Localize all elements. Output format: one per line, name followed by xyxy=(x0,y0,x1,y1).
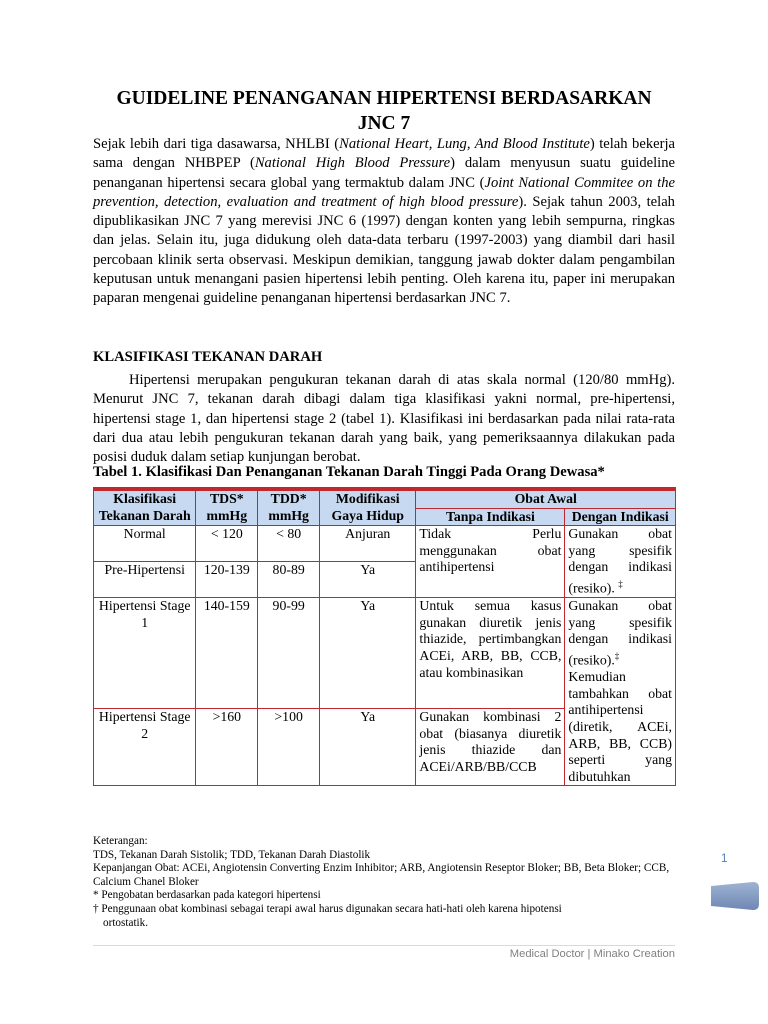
title-line-2: JNC 7 xyxy=(357,113,411,134)
footer-divider xyxy=(93,945,675,946)
cell-tdd: 90-99 xyxy=(258,598,320,709)
intro-text-2: ) telah bekerja sama dengan NHBPEP ( xyxy=(93,136,675,172)
double-dagger-mark: ‡ xyxy=(614,650,620,661)
cell-tdd: 80-89 xyxy=(258,562,320,598)
document-title xyxy=(93,86,675,136)
double-dagger-mark: ‡ xyxy=(618,578,623,589)
cell-modifikasi: Anjuran xyxy=(320,526,416,562)
cell-tds: 120-139 xyxy=(196,562,258,598)
header-tds: TDS* mmHg xyxy=(196,489,258,526)
notes-line: TDS, Tekanan Darah Sistolik; TDD, Tekanan Darah Diastolik xyxy=(93,848,371,861)
page-tab-decoration xyxy=(711,882,759,910)
notes-heading: Keterangan: xyxy=(93,835,148,847)
header-obat-awal: Obat Awal xyxy=(416,489,676,508)
table-row xyxy=(94,526,676,562)
table-caption: Tabel 1. Klasifikasi Dan Penanganan Tekanan Darah Tinggi Pada Orang Dewasa* xyxy=(93,464,605,480)
cell-klasifikasi: Hipertensi Stage 2 xyxy=(94,709,196,786)
header-modifikasi: Modifikasi Gaya Hidup xyxy=(320,489,416,526)
notes-line: * Pengobatan berdasarkan pada kategori hipertensi xyxy=(93,889,321,902)
cell-klasifikasi: Normal xyxy=(94,526,196,562)
page-number: 1 xyxy=(721,853,728,865)
header-klasifikasi: Klasifikasi Tekanan Darah xyxy=(94,489,196,526)
intro-italic-2: National High Blood Pressure xyxy=(254,155,451,172)
intro-text-4: ). Sejak tahun 2003, telah dipublikasikan JNC 7 yang merevisi JNC 6 (1997) dengan konten yang lebih sempurna, ringkas dan jelas. Selain itu, juga didukung oleh data-data terbaru (1997-2003) yang diambil dari hasil percobaan klinik serta observasi. Meskipun demikian, tanggung jawab dokter dalam pengambilan keputusan untuk menangani pasien hipertensi lebih penting. Oleh karena itu, paper ini merupakan paparan mengenai guideline penanganan hipertensi berdasarkan JNC 7. xyxy=(93,193,675,307)
footer-text: Medical Doctor | Minako Creation xyxy=(509,948,675,960)
notes-line: † Penggunaan obat kombinasi sebagai terapi awal harus digunakan secara hati-hati oleh karena hipotensi xyxy=(93,902,562,915)
cell-dengan-indikasi xyxy=(565,526,676,598)
cell-modifikasi: Ya xyxy=(320,562,416,598)
intro-italic-3: Joint National Commitee on the prevention, detection, evaluation and treatment of high blood pressure xyxy=(93,174,675,210)
header-dengan-indikasi: Dengan Indikasi xyxy=(565,508,676,526)
cell-tds: < 120 xyxy=(196,526,258,562)
title-line-1: GUIDELINE PENANGANAN HIPERTENSI BERDASARKAN xyxy=(116,88,652,109)
section-paragraph xyxy=(93,371,675,467)
cell-tds: >160 xyxy=(196,709,258,786)
section-paragraph-text: Hipertensi merupakan pengukuran tekanan darah di atas skala normal (120/80 mmHg). Menurut JNC 7, tekanan darah dibagi dalam tiga klasifikasi yakni normal, pre-hipertensi, hipertensi stage 1, dan hipertensi stage 2 (tabel 1). Klasifikasi ini berdasarkan pada nilai rata-rata dari dua atau lebih pengukuran tekanan darah yang baik, yang pemeriksaannya dilakukan pada posisi duduk dalam setiap kunjungan berobat. xyxy=(93,372,675,466)
intro-paragraph xyxy=(93,135,675,309)
cell-tanpa-indikasi: Gunakan kombinasi 2 obat (biasanya diuretik jenis thiazide dan ACEi/ARB/BB/CCB xyxy=(416,709,565,786)
cell-dengan-text: Gunakan obat yang spesifik dengan indikasi (resiko). xyxy=(568,526,672,596)
notes-line: ortostatik. xyxy=(103,916,149,929)
intro-text-3: ) dalam menyusun suatu guideline penanganan hipertensi secara global yang termaktub dalam JNC ( xyxy=(93,155,675,191)
cell-dengan-text: Gunakan obat yang spesifik dengan indikasi (resiko). xyxy=(568,598,672,668)
header-tdd: TDD* mmHg xyxy=(258,489,320,526)
cell-dengan-text-2: Kemudian tambahkan obat antihipertensi (diretik, ACEi, ARB, BB, CCB) seperti yang dibutuhkan xyxy=(568,669,672,784)
notes-line: Kepanjangan Obat: ACEi, Angiotensin Converting Enzim Inhibitor; ARB, Angiotensin Reseptor Bloker; BB, Beta Bloker; CCB, Calcium Chanel Bloker xyxy=(93,862,670,888)
cell-klasifikasi: Pre-Hipertensi xyxy=(94,562,196,598)
header-tanpa-indikasi: Tanpa Indikasi xyxy=(416,508,565,526)
section-heading: KLASIFIKASI TEKANAN DARAH xyxy=(93,349,323,365)
cell-tdd: < 80 xyxy=(258,526,320,562)
intro-text-1: Sejak lebih dari tiga dasawarsa, NHLBI ( xyxy=(93,136,340,152)
table-notes xyxy=(93,835,675,930)
cell-klasifikasi: Hipertensi Stage 1 xyxy=(94,598,196,709)
intro-italic-1: National Heart, Lung, And Blood Institute xyxy=(339,136,590,152)
cell-tanpa-indikasi: Untuk semua kasus gunakan diuretik jenis thiazide, pertimbangkan ACEi, ARB, BB, CCB, atau kombinasikan xyxy=(416,598,565,709)
classification-table xyxy=(93,487,676,786)
cell-tdd: >100 xyxy=(258,709,320,786)
cell-modifikasi: Ya xyxy=(320,598,416,709)
cell-modifikasi: Ya xyxy=(320,709,416,786)
cell-tds: 140-159 xyxy=(196,598,258,709)
cell-dengan-indikasi xyxy=(565,598,676,786)
cell-tanpa-indikasi: Tidak Perlu menggunakan obat antihipertensi xyxy=(416,526,565,598)
table-row xyxy=(94,598,676,709)
